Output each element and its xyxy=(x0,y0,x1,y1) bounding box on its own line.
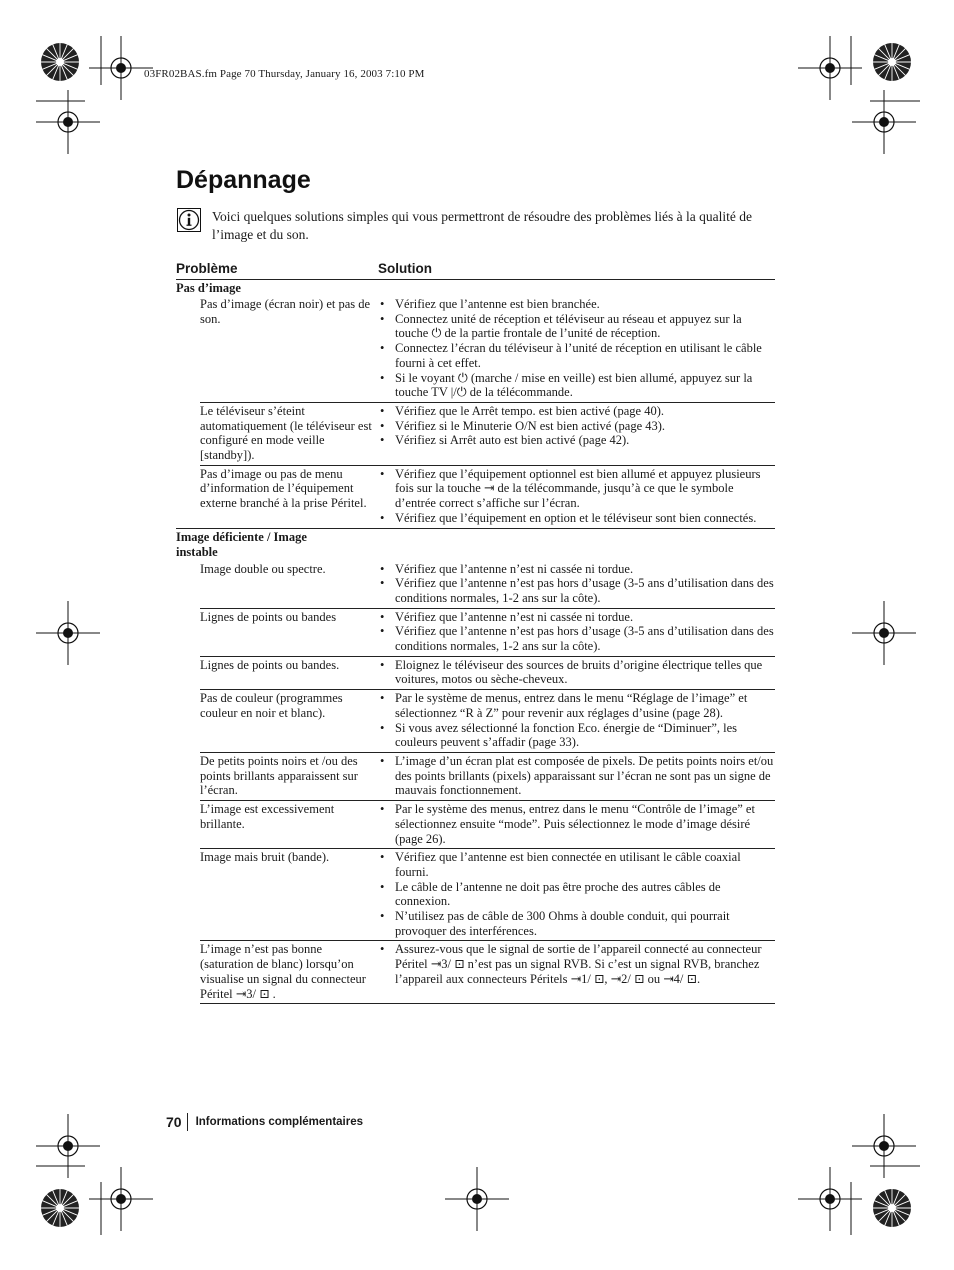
registration-mark-icon xyxy=(852,90,916,154)
solution-item: • Si le voyant ⏻ (marche / mise en veille) est bien allumé, appuyez sur la touche TV |/⏻ de la télécommande. xyxy=(378,371,775,400)
troubleshooting-table xyxy=(176,261,775,1004)
table-row xyxy=(200,656,775,689)
section-title: Image déficiente / Image instable xyxy=(176,529,307,559)
table-row xyxy=(200,689,775,752)
solution-list xyxy=(378,691,775,750)
solution-list xyxy=(378,404,775,463)
solution-item: • Par le système de menus, entrez dans le menu “Réglage de l’image” et sélectionnez “R à Z” pour revenir aux réglages d’usine (page 28). xyxy=(378,691,775,720)
registration-star-icon xyxy=(873,1189,911,1227)
page-title: Dépannage xyxy=(176,166,311,194)
footer-section-name: Informations complémentaires xyxy=(195,1116,364,1128)
problem-cell: Lignes de points ou bandes xyxy=(200,609,337,624)
table-row xyxy=(200,848,775,940)
problem-cell: Lignes de points ou bandes. xyxy=(200,657,340,672)
problem-cell: Pas d’image ou pas de menu d’information de l’équipement externe branché à la prise Péritel. xyxy=(200,466,367,511)
table-header xyxy=(176,261,775,280)
registration-mark-icon xyxy=(36,601,100,665)
problem-cell: Pas de couleur (programmes couleur en noir et blanc). xyxy=(200,691,343,720)
solution-item: • Vérifiez que l’antenne est bien connectée en utilisant le câble coaxial fourni. xyxy=(378,850,775,879)
solution-item: • N’utilisez pas de câble de 300 Ohms à double conduit, qui pourrait provoquer des interférences. xyxy=(378,909,775,938)
solution-item: • Vérifiez que l’antenne n’est ni cassée ni tordue. xyxy=(378,562,775,577)
table-body xyxy=(176,280,775,1003)
solution-item: • Vérifiez que l’équipement en option et le téléviseur sont bien connectés. xyxy=(378,511,775,526)
registration-star-icon xyxy=(873,43,911,81)
table-row xyxy=(200,465,775,528)
table-section xyxy=(176,528,775,1004)
registration-mark-icon xyxy=(798,36,862,100)
registration-mark-icon xyxy=(89,1167,153,1231)
table-row xyxy=(200,402,775,465)
problem-cell: L’image est excessivement brillante. xyxy=(200,802,335,831)
table-row xyxy=(200,296,775,402)
solution-list xyxy=(378,850,775,938)
solution-item: • Vérifiez que l’antenne n’est pas hors d’usage (3-5 ans d’utilisation dans des conditions normales, 1-2 ans sur la côte). xyxy=(378,624,775,653)
solution-item: • L’image d’un écran plat est composée de pixels. De petits points noirs et/ou des points brillants (pixels) apparaissant sur l’écran ne sont pas un signe de mauvais fonctionnement. xyxy=(378,754,775,798)
solution-item: • Vérifiez que le Arrêt tempo. est bien activé (page 40). xyxy=(378,404,775,419)
problem-cell: Pas d’image (écran noir) et pas de son. xyxy=(200,297,371,326)
registration-mark-icon xyxy=(445,1167,509,1231)
solution-item: • Par le système des menus, entrez dans le menu “Contrôle de l’image” et sélectionnez ensuite “mode”. Puis sélectionnez le mode d’image désiré (page 26). xyxy=(378,802,775,846)
solution-item: • Vérifiez que l’équipement optionnel est bien allumé et appuyez plusieurs fois sur la touche ⇥ de la télécommande, jusqu’à ce que le symbole d’entrée correct s’affiche sur l’écran. xyxy=(378,467,775,511)
solution-list xyxy=(378,658,775,687)
registration-mark-icon xyxy=(36,90,100,154)
intro-text: Voici quelques solutions simples qui vous permettront de résoudre des problèmes liés à la qualité de l’image et du son. xyxy=(212,209,753,242)
solution-item: • Connectez l’écran du téléviseur à l’unité de réception en utilisant le câble fourni à cet effet. xyxy=(378,341,775,370)
page-number: 70 xyxy=(166,1113,188,1131)
solution-list xyxy=(378,297,775,400)
registration-mark-icon xyxy=(852,1114,916,1178)
solution-list xyxy=(378,467,775,526)
problem-cell: L’image n’est pas bonne (saturation de blanc) lorsqu’on visualise un signal du connecteur Péritel ⇥3/ ⊡ . xyxy=(200,942,366,1001)
print-header-note: 03FR02BAS.fm Page 70 Thursday, January 16, 2003 7:10 PM xyxy=(144,68,425,80)
registration-mark-icon xyxy=(798,1167,862,1231)
page-footer xyxy=(166,1113,363,1131)
info-icon xyxy=(177,208,201,232)
registration-mark-icon xyxy=(36,1114,100,1178)
table-row xyxy=(200,752,775,800)
solution-item: • Vérifiez si le Minuterie O/N est bien activé (page 43). xyxy=(378,419,775,434)
column-header-solution: Solution xyxy=(378,261,432,276)
table-row xyxy=(200,560,775,608)
solution-item: • Si vous avez sélectionné la fonction Eco. énergie de “Diminuer”, les couleurs peuvent s’affadir (page 33). xyxy=(378,721,775,750)
solution-list xyxy=(378,562,775,606)
solution-item: • Vérifiez que l’antenne n’est ni cassée ni tordue. xyxy=(378,610,775,625)
solution-item: • Connectez unité de réception et téléviseur au réseau et appuyez sur la touche ⏻ de la partie frontale de l’unité de réception. xyxy=(378,312,775,341)
table-row xyxy=(200,940,775,1003)
problem-cell: Image double ou spectre. xyxy=(200,561,326,576)
solution-list xyxy=(378,754,775,798)
column-header-problem: Problème xyxy=(176,261,238,276)
table-section xyxy=(176,280,775,528)
solution-list xyxy=(378,802,775,846)
problem-cell: De petits points noirs et /ou des points brillants apparaissent sur l’écran. xyxy=(200,753,358,798)
section-title: Pas d’image xyxy=(176,281,241,295)
table-row xyxy=(200,800,775,848)
problem-cell: Image mais bruit (bande). xyxy=(200,850,330,865)
table-bottom-rule xyxy=(200,1003,775,1004)
solution-item: • Vérifiez que l’antenne n’est pas hors d’usage (3-5 ans d’utilisation dans des conditions normales, 1-2 ans sur la côte). xyxy=(378,576,775,605)
solution-item: • Vérifiez si Arrêt auto est bien activé (page 42). xyxy=(378,433,775,448)
registration-star-icon xyxy=(41,43,79,81)
problem-cell: Le téléviseur s’éteint automatiquement (le téléviseur est configuré en mode veille [standby]). xyxy=(200,403,372,463)
solution-item: • Eloignez le téléviseur des sources de bruits d’origine électrique telles que voitures, motos ou sèche-cheveux. xyxy=(378,658,775,687)
table-row xyxy=(200,608,775,656)
solution-list xyxy=(378,610,775,654)
registration-star-icon xyxy=(41,1189,79,1227)
solution-list xyxy=(378,942,775,1001)
solution-item: • Assurez-vous que le signal de sortie de l’appareil connecté au connecteur Péritel ⇥3/ ⊡ n’est pas un signal RVB. Si c’est un signal RVB, branchez l’appareil aux connecteurs Péritels ⇥1/ ⊡, ⇥2/ ⊡ ou ⇥4/ ⊡. xyxy=(378,942,775,986)
solution-item: • Vérifiez que l’antenne est bien branchée. xyxy=(378,297,775,312)
solution-item: • Le câble de l’antenne ne doit pas être proche des autres câbles de connexion. xyxy=(378,880,775,909)
registration-mark-icon xyxy=(852,601,916,665)
